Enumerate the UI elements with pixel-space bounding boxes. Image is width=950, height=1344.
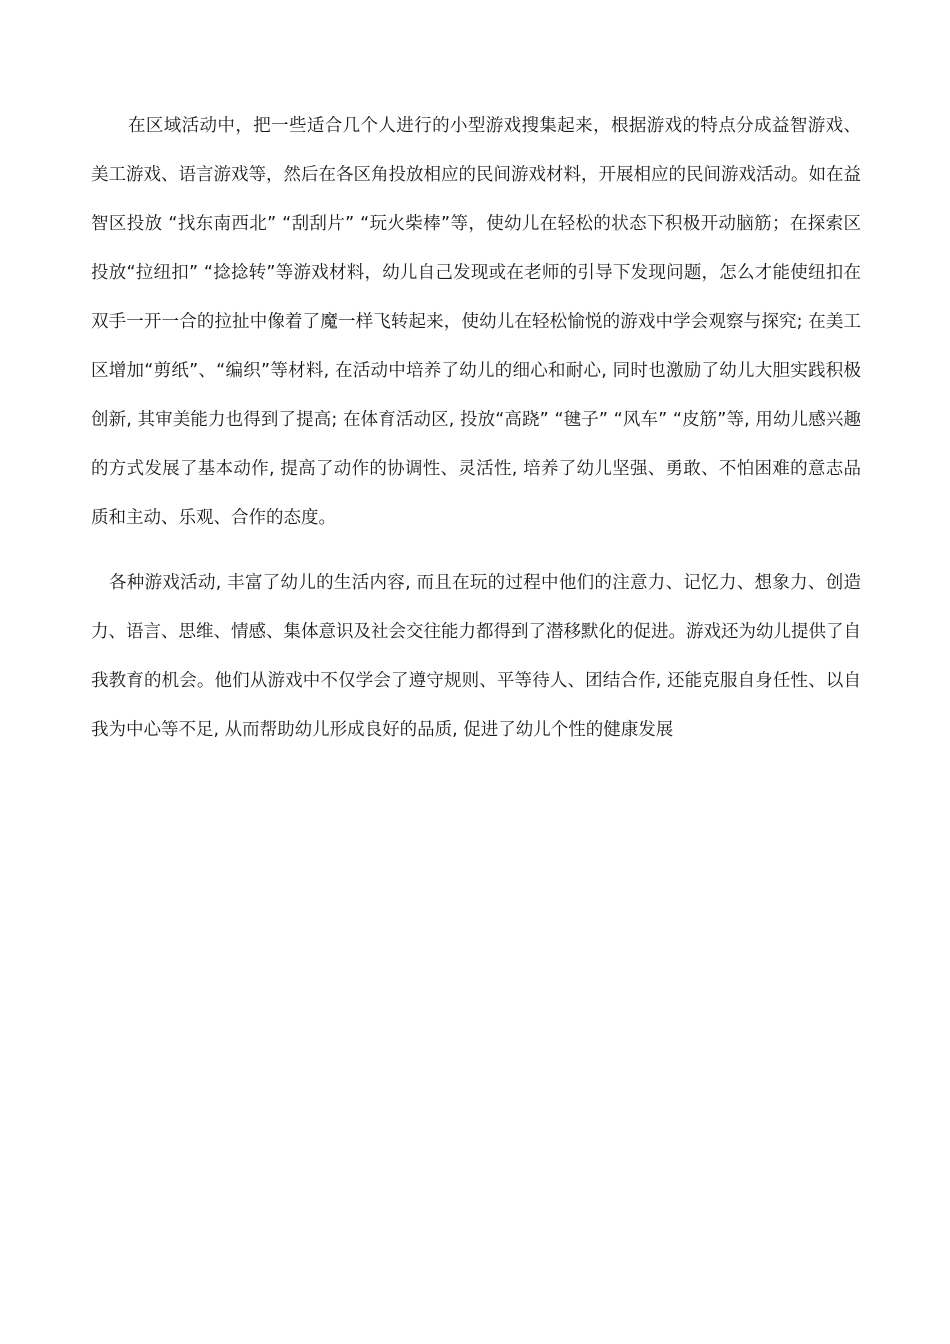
document-body <box>91 102 861 755</box>
paragraph-regional-activities: 在区域活动中，把一些适合几个人进行的小型游戏搜集起来，根据游戏的特点分成益智游戏、美工游戏、语言游戏等，然后在各区角投放相应的民间游戏材料，开展相应的民间游戏活动。如在益智区投放 “找东南西北” “刮刮片” “玩火柴棒”等，使幼儿在轻松的状态下积极开动脑筋；在探索区投放“拉纽扣” “捻捻转”等游戏材料，幼儿自己发现或在老师的引导下发现问题，怎么才能使纽扣在双手一开一合的拉扯中像着了魔一样飞转起来，使幼儿在轻松愉悦的游戏中学会观察与探究; 在美工区增加“剪纸”、“编织”等材料, 在活动中培养了幼儿的细心和耐心, 同时也激励了幼儿大胆实践积极创新, 其审美能力也得到了提高; 在体育活动区, 投放“高跷” “毽子” “风车” “皮筋”等, 用幼儿感兴趣的方式发展了基本动作, 提高了动作的协调性、灵活性, 培养了幼儿坚强、勇敢、不怕困难的意志品质和主动、乐观、合作的态度。 <box>91 116 861 528</box>
paragraph-game-benefits: 各种游戏活动, 丰富了幼儿的生活内容, 而且在玩的过程中他们的注意力、记忆力、想象力、创造力、语言、思维、情感、集体意识及社会交往能力都得到了潜移默化的促进。游戏还为幼儿提供了自我教育的机会。他们从游戏中不仅学会了遵守规则、平等待人、团结合作, 还能克服自身任性、以自我为中心等不足, 从而帮助幼儿形成良好的品质, 促进了幼儿个性的健康发展 <box>91 573 861 740</box>
